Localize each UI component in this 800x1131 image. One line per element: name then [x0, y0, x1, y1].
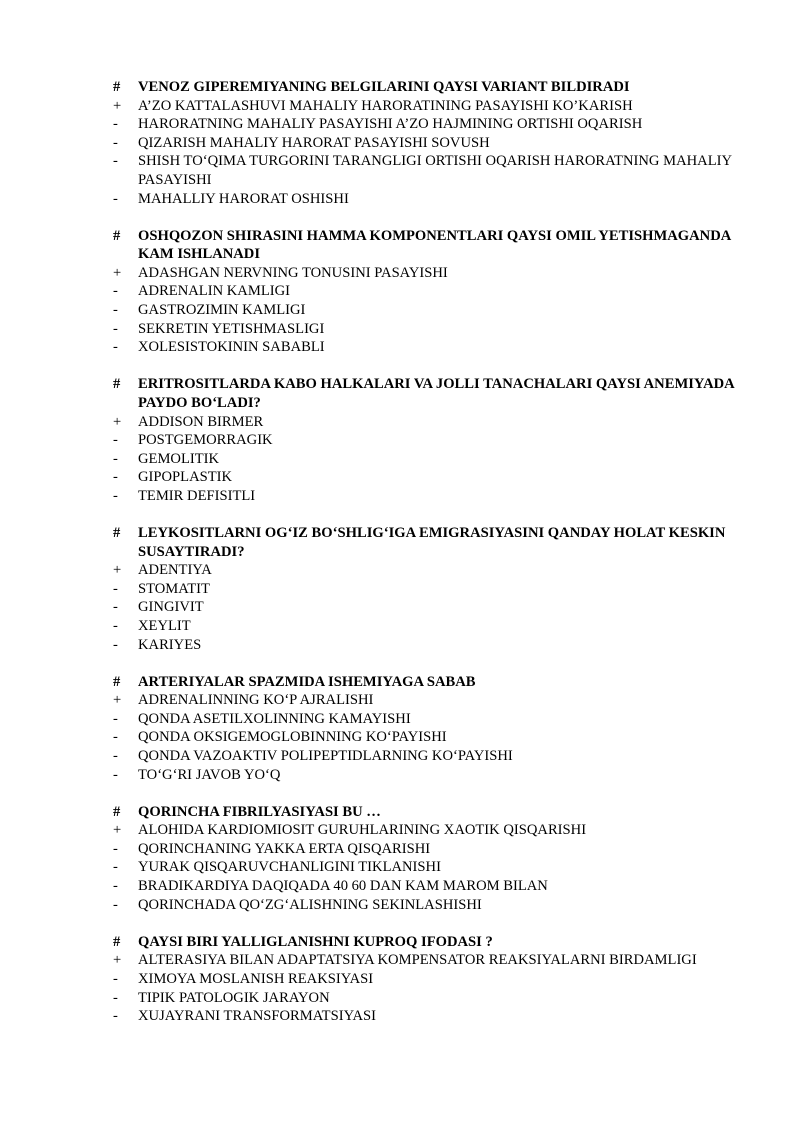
answer-text: XOLESISTOKININ SABABLI [138, 339, 325, 356]
question-block [0, 227, 800, 357]
answer-marker: + [113, 692, 122, 709]
answer-text: QONDA OKSIGEMOGLOBINNING KO‘PAYISHI [138, 729, 447, 746]
answer-line [0, 190, 800, 209]
answer-marker: + [113, 413, 122, 430]
answer-text: ALOHIDA KARDIOMIOSIT GURUHLARINING XAOTIK QISQARISHI [138, 822, 587, 839]
correct-answer-line [0, 264, 800, 283]
answer-line [0, 617, 800, 636]
answer-text: QIZARISH MAHALIY HARORAT PASAYISHI SOVUSH [138, 134, 490, 151]
answer-text: TO‘G‘RI JAVOB YO‘Q [138, 766, 281, 783]
answer-line [0, 320, 800, 339]
question-line [0, 673, 800, 692]
question-line [0, 78, 800, 97]
answer-text: XUJAYRANI TRANSFORMATSIYASI [138, 1008, 377, 1025]
answer-line [0, 896, 800, 915]
answer-text: ADRENALINNING KO‘P AJRALISHI [138, 692, 374, 709]
answer-marker: - [113, 339, 118, 356]
correct-answer-line [0, 691, 800, 710]
correct-answer-line [0, 821, 800, 840]
answer-line [0, 858, 800, 877]
answer-marker: - [113, 878, 118, 895]
answer-line [0, 1007, 800, 1026]
answer-line [0, 468, 800, 487]
answer-marker: - [113, 729, 118, 746]
answer-line [0, 115, 800, 134]
answer-marker: - [113, 859, 118, 876]
answer-text: MAHALLIY HARORAT OSHISHI [138, 190, 349, 207]
answer-marker: - [113, 320, 118, 337]
answer-line [0, 152, 800, 189]
question-marker: # [113, 933, 121, 950]
answer-line [0, 877, 800, 896]
answer-line [0, 580, 800, 599]
answer-marker: - [113, 450, 118, 467]
answer-marker: - [113, 116, 118, 133]
answer-line [0, 747, 800, 766]
answer-text: KARIYES [138, 636, 202, 653]
question-marker: # [113, 803, 121, 820]
question-marker: # [113, 524, 121, 541]
answer-marker: + [113, 952, 122, 969]
answer-marker: - [113, 970, 118, 987]
answer-text: QORINCHADA QO‘ZG‘ALISHNING SEKINLASHISHI [138, 896, 482, 913]
question-line [0, 524, 800, 561]
answer-marker: - [113, 487, 118, 504]
question-text: LEYKOSITLARNI OG‘IZ BO‘SHLIG‘IGA EMIGRASIYASINI QANDAY HOLAT KESKIN SUSAYTIRADI? [138, 524, 726, 560]
answer-text: YURAK QISQARUVCHANLIGINI TIKLANISHI [138, 859, 441, 876]
answer-text: GEMOLITIK [138, 450, 220, 467]
question-block [0, 375, 800, 505]
answer-marker: - [113, 153, 118, 170]
answer-text: BRADIKARDIYA DAQIQADA 40 60 DAN KAM MAROM BILAN [138, 878, 548, 895]
question-block [0, 803, 800, 915]
answer-text: QONDA ASETILXOLINNING KAMAYISHI [138, 710, 411, 727]
answer-text: QONDA VAZOAKTIV POLIPEPTIDLARNING KO‘PAYISHI [138, 748, 513, 764]
answer-marker: - [113, 1008, 118, 1025]
answer-line [0, 338, 800, 357]
answer-marker: - [113, 599, 118, 616]
question-marker: # [113, 79, 121, 95]
answer-marker: - [113, 989, 118, 1006]
question-marker: # [113, 376, 121, 393]
answer-text: A’ZO KATTALASHUVI MAHALIY HARORATINING PASAYISHI KO’KARISH [138, 97, 633, 114]
correct-answer-line [0, 951, 800, 970]
answer-line [0, 487, 800, 506]
answer-text: ADRENALIN KAMLIGI [138, 283, 290, 300]
answer-marker: + [113, 97, 122, 114]
answer-text: HARORATNING MAHALIY PASAYISHI A’ZO HAJMINING ORTISHI OQARISH [138, 116, 643, 133]
answer-marker: - [113, 617, 118, 634]
answer-text: ALTERASIYA BILAN ADAPTATSIYA KOMPENSATOR REAKSIYALARNI BIRDAMLIGI [138, 952, 697, 969]
answer-marker: - [113, 469, 118, 486]
answer-text: GIPOPLASTIK [138, 469, 233, 486]
correct-answer-line [0, 97, 800, 116]
answer-line [0, 450, 800, 469]
answer-marker: - [113, 636, 118, 653]
answer-marker: - [113, 896, 118, 913]
answer-marker: - [113, 840, 118, 857]
answer-line [0, 710, 800, 729]
answer-marker: - [113, 710, 118, 727]
answer-marker: - [113, 580, 118, 597]
answer-text: QORINCHANING YAKKA ERTA QISQARISHI [138, 840, 431, 857]
answer-text: XEYLIT [138, 617, 191, 634]
question-block [0, 524, 800, 654]
answer-text: STOMATIT [138, 580, 210, 597]
answer-marker: - [113, 190, 118, 207]
question-marker: # [113, 673, 121, 690]
question-marker: # [113, 227, 121, 244]
answer-line [0, 282, 800, 301]
answer-marker: + [113, 822, 122, 839]
question-text: VENOZ GIPEREMIYANING BELGILARINI QAYSI VARIANT BILDIRADI [138, 79, 630, 95]
answer-text: SHISH TO‘QIMA TURGORINI TARANGLIGI ORTISHI OQARISH HARORATNING MAHALIY PASAYISHI [138, 153, 732, 188]
answer-marker: - [113, 283, 118, 300]
answer-text: TIPIK PATOLOGIK JARAYON [138, 989, 330, 1006]
question-text: ERITROSITLARDA KABO HALKALARI VA JOLLI TANACHALARI QAYSI ANEMIYADA PAYDO BO‘LADI? [138, 376, 734, 411]
question-text: ARTERIYALAR SPAZMIDA ISHEMIYAGA SABAB [138, 673, 476, 690]
answer-marker: - [113, 302, 118, 319]
answer-marker: - [113, 766, 118, 783]
answer-line [0, 840, 800, 859]
question-block [0, 78, 800, 208]
answer-text: XIMOYA MOSLANISH REAKSIYASI [138, 970, 374, 987]
answer-text: ADENTIYA [138, 562, 212, 579]
answer-line [0, 766, 800, 785]
answer-text: POSTGEMORRAGIK [138, 432, 273, 449]
answer-marker: - [113, 432, 118, 449]
answer-line [0, 636, 800, 655]
answer-text: GINGIVIT [138, 599, 204, 616]
question-text: OSHQOZON SHIRASINI HAMMA KOMPONENTLARI QAYSI OMIL YETISHMAGANDA KAM ISHLANADI [138, 227, 731, 263]
answer-text: SEKRETIN YETISHMASLIGI [138, 320, 325, 337]
correct-answer-line [0, 413, 800, 432]
answer-line [0, 989, 800, 1008]
question-list [0, 78, 800, 1026]
answer-text: ADDISON BIRMER [138, 413, 264, 430]
answer-marker: - [113, 134, 118, 151]
question-line [0, 375, 800, 412]
question-line [0, 933, 800, 952]
question-line [0, 803, 800, 822]
answer-line [0, 134, 800, 153]
answer-text: GASTROZIMIN KAMLIGI [138, 302, 306, 319]
answer-line [0, 598, 800, 617]
question-text: QORINCHA FIBRILYASIYASI BU … [138, 803, 381, 820]
question-block [0, 673, 800, 785]
answer-text: TEMIR DEFISITLI [138, 487, 256, 504]
question-block [0, 933, 800, 1026]
answer-marker: - [113, 748, 118, 764]
correct-answer-line [0, 561, 800, 580]
answer-text: ADASHGAN NERVNING TONUSINI PASAYISHI [138, 264, 448, 281]
answer-line [0, 431, 800, 450]
answer-line [0, 728, 800, 747]
question-line [0, 227, 800, 264]
answer-line [0, 301, 800, 320]
answer-marker: + [113, 264, 122, 281]
question-text: QAYSI BIRI YALLIGLANISHNI KUPROQ IFODASI ? [138, 933, 493, 950]
answer-line [0, 970, 800, 989]
answer-marker: + [113, 562, 122, 579]
